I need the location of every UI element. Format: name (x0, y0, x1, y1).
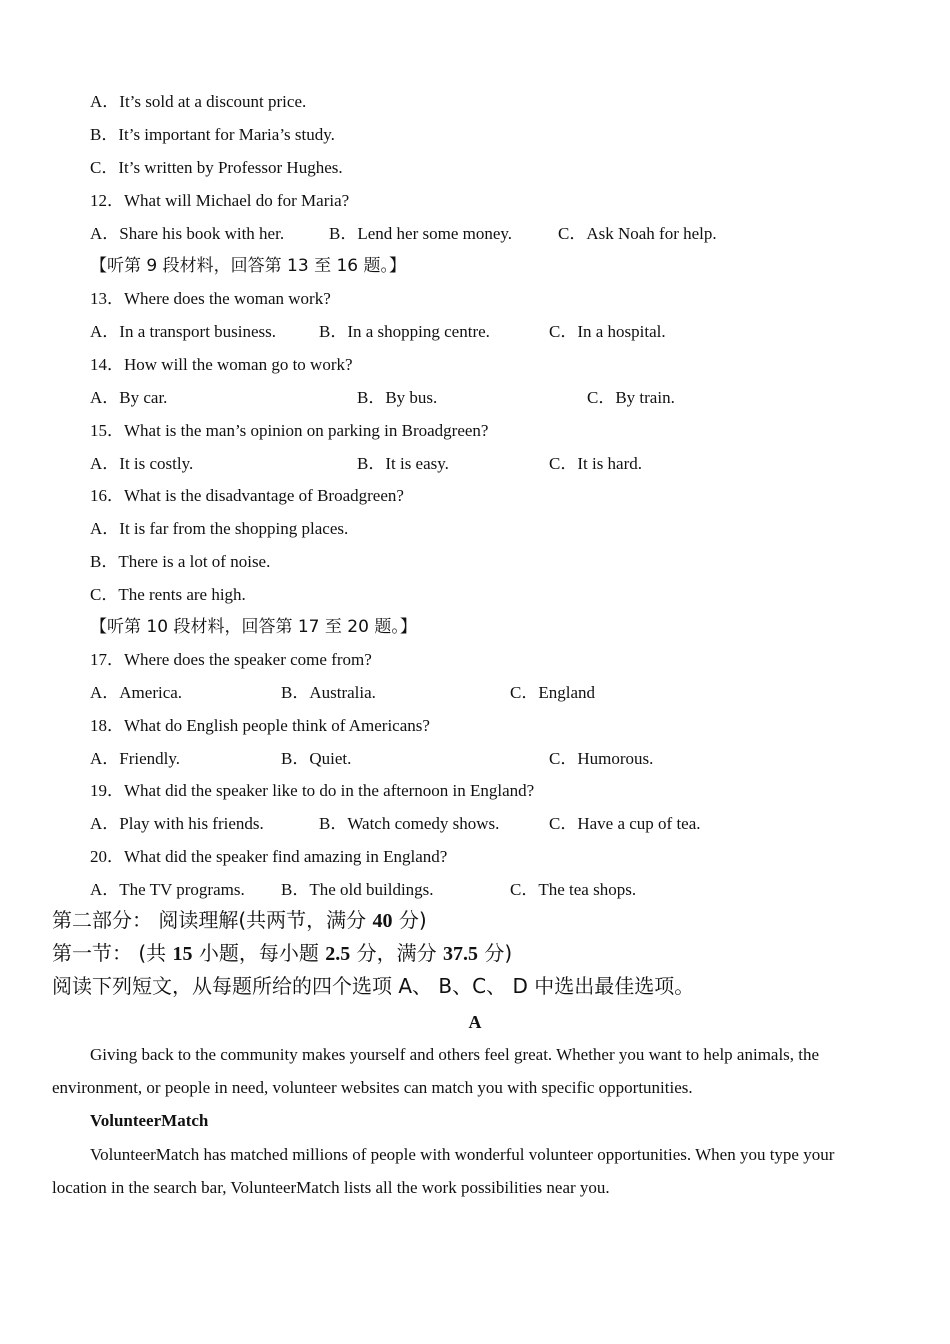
q13-option-b: B．In a shopping centre. (319, 322, 490, 341)
q18-option-b: B．Quiet. (281, 749, 352, 768)
q14-option-a: A．By car. (90, 388, 168, 407)
q17-option-b: B．Australia. (281, 683, 376, 702)
q12-option-a: A．Share his book with her. (90, 224, 285, 243)
q19-option-a: A．Play with his friends. (90, 814, 264, 833)
q20-option-b: B．The old buildings. (281, 880, 434, 899)
q15-option-c: C．It is hard. (549, 454, 643, 473)
volunteermatch-body: VolunteerMatch has matched millions of people with wonderful volunteer opportunities. When you type your location in the search bar, VolunteerMatch lists all the work possibilities near you. (52, 1145, 835, 1197)
q20-options (0, 879, 637, 967)
q14-option-c: C．By train. (587, 388, 675, 407)
q17-option-a: A．America. (90, 683, 183, 702)
q12-options (0, 223, 717, 311)
q17-option-c: C．England (510, 683, 595, 702)
q15-option-a: A．It is costly. (90, 454, 194, 473)
q13-option-c: C．In a hospital. (549, 322, 666, 341)
passage-intro: Giving back to the community makes yourself and others feel great. Whether you want to help animals, the environment, or people in need, volunteer websites can match you with specific opportunities. (52, 1045, 820, 1097)
q19-option-c: C．Have a cup of tea. (549, 814, 701, 833)
q15-options (0, 453, 643, 541)
q18-option-a: A．Friendly. (90, 749, 181, 768)
q19-option-b: B．Watch comedy shows. (319, 814, 500, 833)
q18-option-c: C．Humorous. (549, 749, 654, 768)
q12-option-b: B．Lend her some money. (329, 224, 513, 243)
q14-option-b: B．By bus. (357, 388, 438, 407)
q13-option-a: A．In a transport business. (90, 322, 277, 341)
q15-option-b: B．It is easy. (357, 454, 449, 473)
passage-label: A (468, 1012, 482, 1032)
q12-option-c: C．Ask Noah for help. (558, 224, 717, 243)
q20-option-c: C．The tea shops. (510, 880, 637, 899)
q20-option-a: A．The TV programs. (90, 880, 245, 899)
